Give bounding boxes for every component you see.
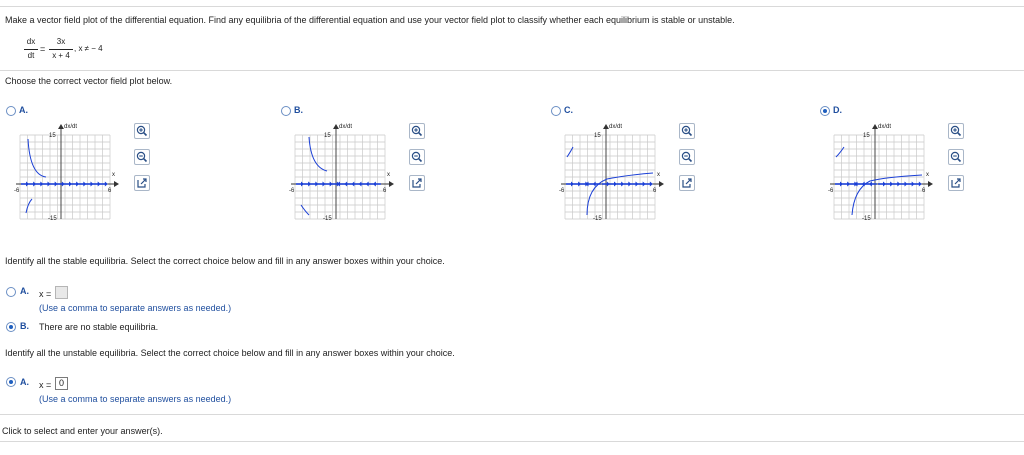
slope-curve: [567, 147, 573, 157]
eq-rhs-numerator: 3x: [56, 37, 66, 46]
slope-curve: [836, 147, 844, 157]
vector-field-plot: [12, 117, 122, 237]
zoom-in-icon[interactable]: [679, 123, 695, 139]
y-top-tick: 15: [324, 133, 331, 139]
y-bottom-tick: -15: [593, 216, 602, 222]
stable-option-a-expr: x =: [39, 289, 52, 299]
field-arrowhead: [650, 182, 653, 187]
unstable-option-a-expr: x =: [39, 380, 52, 390]
x-axis-label: x: [657, 172, 660, 178]
plot-option-letter: B.: [294, 105, 303, 115]
x-right-tick: 6: [383, 188, 387, 194]
plot-option-c[interactable]: [551, 103, 701, 233]
x-right-tick: 6: [653, 188, 657, 194]
slope-curve: [28, 139, 46, 177]
x-left-tick: -6: [559, 188, 565, 194]
plot-option-letter: C.: [564, 105, 573, 115]
slope-curve: [852, 175, 922, 215]
popout-icon[interactable]: [679, 175, 695, 191]
popout-icon[interactable]: [948, 175, 964, 191]
eq-condition: , x ≠ − 4: [74, 44, 103, 53]
popout-icon[interactable]: [409, 175, 425, 191]
unstable-option-a-letter: A.: [20, 377, 29, 387]
plot-option-b[interactable]: [281, 103, 431, 233]
field-arrowhead: [105, 182, 108, 187]
vector-field-plot: [826, 117, 936, 237]
x-axis-arrowhead: [389, 181, 394, 187]
vector-field-plot: [287, 117, 397, 237]
x-left-tick: -6: [828, 188, 834, 194]
eq-lhs-denominator: dt: [27, 51, 35, 60]
x-left-tick: -6: [14, 188, 20, 194]
eq-rhs-denominator: x + 4: [52, 51, 70, 60]
y-axis-label: dx/dt: [878, 124, 892, 130]
unstable-option-a-radio[interactable]: [6, 377, 16, 387]
y-top-tick: 15: [594, 133, 601, 139]
x-axis-arrowhead: [659, 181, 664, 187]
x-axis-label: x: [112, 172, 115, 178]
slope-curve: [26, 199, 32, 213]
y-axis-label: dx/dt: [339, 124, 353, 130]
field-arrowhead: [593, 182, 596, 187]
y-bottom-tick: -15: [48, 216, 57, 222]
stable-option-a-letter: A.: [20, 286, 29, 296]
zoom-out-icon[interactable]: [679, 149, 695, 165]
x-left-tick: -6: [289, 188, 295, 194]
stable-option-a-radio[interactable]: [6, 287, 16, 297]
zoom-in-icon[interactable]: [134, 123, 150, 139]
zoom-in-icon[interactable]: [948, 123, 964, 139]
popout-icon[interactable]: [134, 175, 150, 191]
x-axis-arrowhead: [928, 181, 933, 187]
stable-answer-box[interactable]: [55, 286, 68, 299]
zoom-in-icon[interactable]: [409, 123, 425, 139]
stable-option-b-radio[interactable]: [6, 322, 16, 332]
x-axis-label: x: [387, 172, 390, 178]
zoom-out-icon[interactable]: [409, 149, 425, 165]
x-axis-arrowhead: [114, 181, 119, 187]
y-bottom-tick: -15: [862, 216, 871, 222]
field-arrowhead: [344, 182, 347, 187]
zoom-out-icon[interactable]: [948, 149, 964, 165]
plot-option-letter: A.: [19, 105, 28, 115]
zoom-out-icon[interactable]: [134, 149, 150, 165]
field-arrowhead: [366, 182, 369, 187]
plot-option-c-radio[interactable]: [551, 106, 561, 116]
x-right-tick: 6: [922, 188, 926, 194]
plot-option-b-radio[interactable]: [281, 106, 291, 116]
field-arrowhead: [919, 182, 922, 187]
vector-field-plot: [557, 117, 667, 237]
unstable-prompt: Identify all the unstable equilibria. Select the correct choice below and fill in any answer boxes within your choice.: [5, 348, 455, 358]
stable-prompt: Identify all the stable equilibria. Select the correct choice below and fill in any answer boxes within your choice.: [5, 256, 445, 266]
plot-choice-prompt: Choose the correct vector field plot below.: [5, 76, 173, 86]
y-top-tick: 15: [863, 133, 870, 139]
field-arrowhead: [359, 182, 362, 187]
x-axis-label: x: [926, 172, 929, 178]
status-text: Click to select and enter your answer(s).: [2, 426, 163, 436]
y-top-tick: 15: [49, 133, 56, 139]
unstable-option-a-hint: (Use a comma to separate answers as needed.): [39, 394, 232, 404]
y-axis-label: dx/dt: [64, 124, 78, 130]
stable-option-b-text: There are no stable equilibria.: [39, 322, 159, 332]
plot-option-d[interactable]: [820, 103, 970, 233]
field-arrowhead: [373, 182, 376, 187]
plot-option-a-radio[interactable]: [6, 106, 16, 116]
field-arrowhead: [351, 182, 354, 187]
plot-option-d-radio[interactable]: [820, 106, 830, 116]
eq-lhs-numerator: dx: [26, 37, 36, 46]
y-axis-label: dx/dt: [609, 124, 623, 130]
plot-option-letter: D.: [833, 105, 842, 115]
stable-option-a-hint: (Use a comma to separate answers as needed.): [39, 303, 232, 313]
unstable-answer-box[interactable]: 0: [55, 377, 68, 390]
plot-option-a[interactable]: [6, 103, 156, 233]
slope-curve: [587, 173, 653, 215]
eq-equals: =: [40, 44, 46, 54]
x-right-tick: 6: [108, 188, 112, 194]
question-prompt: Make a vector field plot of the differential equation. Find any equilibria of the differential equation and use your vector field plot to classify whether each equilibrium is stable or unstable.: [5, 15, 735, 25]
y-bottom-tick: -15: [323, 216, 332, 222]
field-arrowhead: [869, 182, 872, 187]
stable-option-b-letter: B.: [20, 321, 29, 331]
